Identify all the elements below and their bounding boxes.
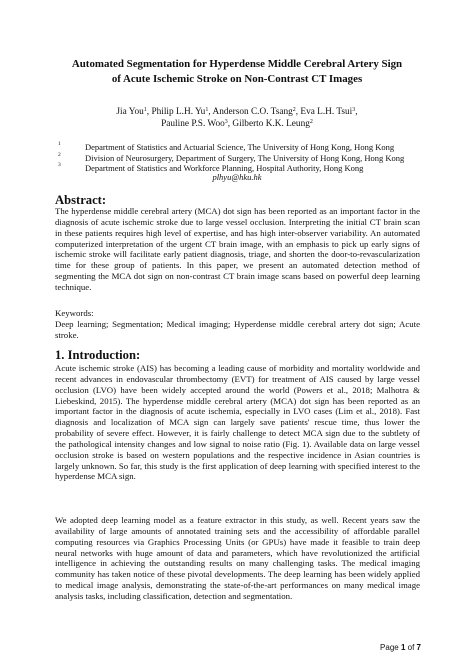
affiliation-item	[58, 142, 438, 153]
title-line-1: Automated Segmentation for Hyperdense Middle Cerebral Artery Sign	[71, 58, 403, 70]
affiliation-text: Division of Neurosurgery, Department of Surgery, The University of Hong Kong, Hong Kong	[85, 152, 405, 163]
author-name: Philip L.H. Yu	[151, 107, 206, 117]
affiliation-item	[58, 153, 438, 164]
affiliation-number: 3	[58, 162, 61, 168]
keywords-label: Keywords:	[55, 308, 94, 318]
author-name: Pauline P.S. Woo	[161, 119, 225, 129]
introduction-paragraph-2: We adopted deep learning model as a feature extractor in this study, as well. Recent years saw the availability of large amounts of annotated training sets and the accessibility of affordable parallel computing resources via Graphics Processing Units (or GPUs) have made it feasible to train deep neural networks with huge amount of data and parameters, which have revolutionized the artificial intelligence in achieving the outstanding results on many challenging tasks. The medical imaging community has taken notice of these pivotal developments. The deep learning has been widely applied to medical image analysis, demonstrating the state-of-the-art performances on many medical image analysis tasks, including classification, detection and segmentation.	[55, 515, 420, 601]
affiliation-text: Department of Statistics and Actuarial Science, The University of Hong Kong, Hong Kong	[85, 142, 395, 152]
introduction-paragraph-1: Acute ischemic stroke (AIS) has becoming a leading cause of morbidity and mortality worldwide and recent advances in endovascular thrombectomy (EVT) for treatment of AIS caused by large vessel occlusion (LVO) have been widely accepted around the world (Powers et al., 2018; Malhotra & Liebeskind, 2015). The hyperdense middle cerebral artery (MCA) dot sign has been reported as an important factor in the diagnosis of acute ischemia, especially in LVO cases (Lim et al., 2018). Fast diagnosis and localization of MCA sign can largely save patients' rescue time, thus lower the probability of severe effect. However, it is fairly challenge to detect MCA sign due to the subtlety of the pathological intensity changes and low signal to noise ratio (Fig. 1). Available data on large vessel occlusion stroke is based on western populations and the respective incidence in Asian countries is largely unknown. So far, this study is the first application of deep learning with specified interest to the hyperdense MCA sign.	[55, 363, 420, 482]
page-word: Page	[380, 643, 399, 652]
total-pages: 7	[416, 643, 421, 652]
affiliation-list	[58, 142, 438, 174]
author-affiliation-mark: 3	[224, 119, 228, 125]
author-affiliation-mark: 2	[292, 107, 296, 113]
author-affiliation-mark: 3	[352, 107, 356, 113]
affiliation-text: Department of Statistics and Workforce Planning, Hospital Authority, Hong Kong	[85, 163, 364, 173]
author-affiliation-mark: 1	[205, 107, 209, 113]
page-number: 1	[400, 643, 406, 652]
title-line-2: of Acute Ischemic Stroke on Non-Contrast CT Images	[111, 73, 363, 85]
author-name: Eva L.H. Tsui	[300, 107, 353, 117]
authors-line-2: Pauline P.S. Woo$^3$, Gilberto K.K. Leung$^2$	[161, 119, 313, 129]
affiliation-number: 2	[58, 151, 61, 158]
paper-title	[40, 57, 434, 87]
author-affiliation-mark: 2	[309, 119, 313, 125]
corresponding-email: plhyu@hku.hk	[212, 172, 262, 182]
keywords-text: Deep learning; Segmentation; Medical imaging; Hyperdense middle cerebral artery dot sign; Acute stroke.	[55, 319, 420, 340]
of-word: of	[407, 643, 415, 652]
author-name: Gilberto K.K. Leung	[232, 119, 310, 129]
affiliation-number: 1	[58, 141, 61, 147]
authors-line-1: Jia You$^1$, Philip L.H. Yu$^1$, Anderson C.O. Tsang$^2$, Eva L.H. Tsui$^3$,	[116, 107, 358, 117]
page-footer	[380, 643, 421, 652]
abstract-heading: Abstract:	[55, 193, 107, 207]
introduction-heading: 1. Introduction:	[55, 348, 141, 362]
author-name: Jia You	[116, 107, 144, 117]
author-affiliation-mark: 1	[143, 107, 147, 113]
author-name: Anderson C.O. Tsang	[212, 107, 293, 117]
author-list	[40, 106, 434, 130]
abstract-body: The hyperdense middle cerebral artery (MCA) dot sign has been reported as an important factor in the diagnosis of acute ischemic stroke due to large vessel occlusion. Interpreting the initial CT brain scan in these patients requires high level of expertise, and has high inter-observer variability. An automated computerized interpretation of the urgent CT brain image, with an emphasis to pick up early signs of ischemic stroke will facilitate early patient diagnosis, triage, and shorten the door-to-revascularization time for these group of patients. In this paper, we present an automated detection method of segmenting the MCA dot sign on non-contrast CT brain image scans based on powerful deep learning technique.	[55, 206, 420, 292]
